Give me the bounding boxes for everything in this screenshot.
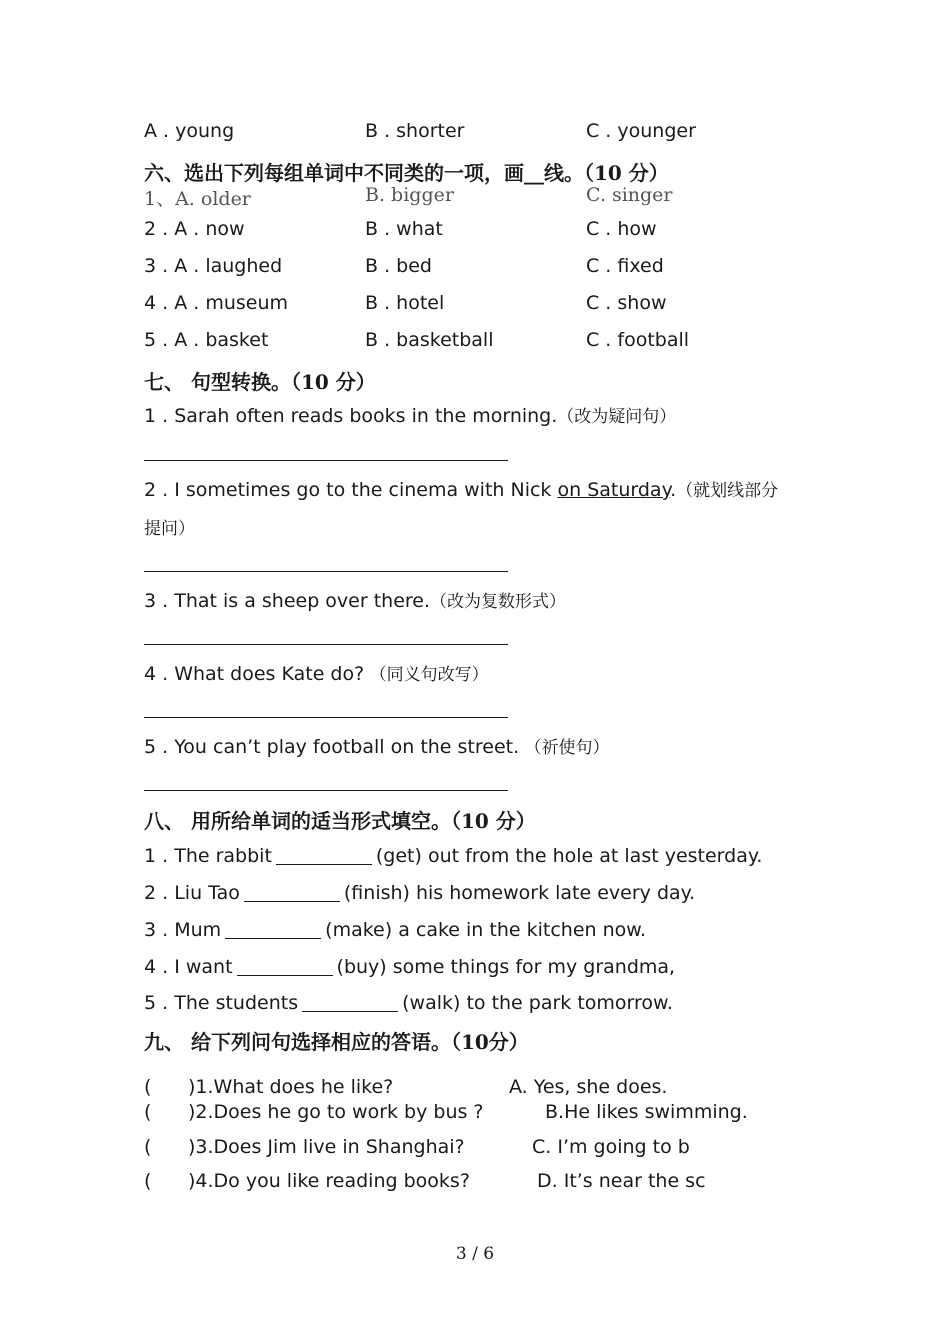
s6-row4-a: 4 . A . museum [144, 292, 289, 314]
s6-row5-b: B . basketball [365, 329, 494, 351]
s8-item-2-post: (finish) his homework late every day. [343, 882, 696, 904]
answer-line-2[interactable] [144, 571, 508, 572]
s6-row3-b: B . bed [365, 255, 432, 277]
s8-blank-3[interactable] [225, 919, 321, 939]
s9-q2-text: )2.Does he go to work by bus ? [188, 1101, 484, 1123]
s7-q3-note: （改为复数形式） [430, 592, 567, 612]
s7-q2-note-cont: 提问） [144, 519, 195, 539]
s8-blank-2[interactable] [244, 882, 340, 902]
s9-q1-text: )1.What does he like? [188, 1076, 394, 1098]
s6-row5-a: 5 . A . basket [144, 329, 269, 351]
s7-q2-underlined: on Saturday [557, 479, 671, 501]
s9-q2-paren[interactable]: ( [144, 1101, 152, 1123]
s8-blank-1[interactable] [276, 845, 372, 865]
s9-a4: D. It’s near the sc [537, 1170, 706, 1192]
s7-q3-text: 3 . That is a sheep over there. [144, 590, 431, 612]
s7-q2-post: . [670, 479, 677, 501]
s7-q5 [144, 733, 610, 758]
page-number: 3 / 6 [455, 1244, 495, 1264]
s7-q2 [144, 476, 778, 501]
s6-row2-c: C . how [586, 218, 657, 240]
s8-item-2 [144, 879, 695, 904]
s6-row1-b: B. bigger [365, 184, 454, 206]
s6-row1-a: 1、A. older [144, 188, 251, 210]
answer-line-3[interactable] [144, 644, 508, 645]
section7-title: 七、 句型转换。（10 分） [144, 370, 376, 394]
answer-line-4[interactable] [144, 717, 508, 718]
s6-row4-c: C . show [586, 292, 667, 314]
s7-q4 [144, 660, 489, 685]
answer-line-1[interactable] [144, 460, 508, 461]
s6-row2-a: 2 . A . now [144, 218, 245, 240]
s7-q1-text: 1 . Sarah often reads books in the morning. [144, 405, 558, 427]
section6-title: 六、选出下列每组单词中不同类的一项，画__线。（10 分） [144, 161, 669, 185]
s7-q2-pre: 2 . I sometimes go to the cinema with Nick [144, 479, 558, 501]
s8-item-5-pre: 5 . The students [144, 992, 299, 1014]
s8-item-1 [144, 842, 762, 867]
s8-item-5-post: (walk) to the park tomorrow. [402, 992, 673, 1014]
section9-title: 九、 给下列问句选择相应的答语。（10分） [144, 1030, 529, 1054]
s7-q4-text: 4 . What does Kate do? [144, 663, 365, 685]
s7-q1 [144, 402, 676, 427]
s8-item-3-pre: 3 . Mum [144, 919, 222, 941]
s6-row3-a: 3 . A . laughed [144, 255, 283, 277]
s6-row3-c: C . fixed [586, 255, 664, 277]
option-b: B . shorter [365, 120, 465, 142]
s7-q2-note: （就划线部分 [676, 481, 779, 501]
s8-item-2-pre: 2 . Liu Tao [144, 882, 240, 904]
s8-item-3-post: (make) a cake in the kitchen now. [325, 919, 647, 941]
s8-blank-5[interactable] [302, 992, 398, 1012]
s7-q3 [144, 587, 566, 612]
s9-q4-text: )4.Do you like reading books? [188, 1170, 470, 1192]
s6-row5-c: C . football [586, 329, 690, 351]
s9-q4-paren[interactable]: ( [144, 1170, 152, 1192]
option-c: C . younger [586, 120, 696, 142]
s9-a2: B.He likes swimming. [545, 1101, 748, 1123]
s7-q4-note: （同义句改写） [364, 665, 489, 685]
s8-blank-4[interactable] [237, 956, 333, 976]
s8-item-1-pre: 1 . The rabbit [144, 845, 272, 867]
s6-row1-c: C. singer [586, 184, 673, 206]
s9-q3-paren[interactable]: ( [144, 1136, 152, 1158]
s9-a3: C. I’m going to b [532, 1136, 690, 1158]
s8-item-3 [144, 916, 646, 941]
s9-q1-paren[interactable]: ( [144, 1076, 152, 1098]
s8-item-4-post: (buy) some things for my grandma, [336, 956, 676, 978]
answer-line-5[interactable] [144, 790, 508, 791]
s7-q1-note: （改为疑问句） [557, 407, 677, 427]
s8-item-1-post: (get) out from the hole at last yesterday. [375, 845, 763, 867]
s9-a1: A. Yes, she does. [509, 1076, 668, 1098]
option-a: A . young [144, 120, 235, 142]
s7-q5-text: 5 . You can’t play football on the street. [144, 736, 520, 758]
s9-q3-text: )3.Does Jim live in Shanghai? [188, 1136, 465, 1158]
s8-item-4 [144, 953, 675, 978]
s8-item-4-pre: 4 . I want [144, 956, 233, 978]
s8-item-5 [144, 989, 673, 1014]
s6-row4-b: B . hotel [365, 292, 445, 314]
section8-title: 八、 用所给单词的适当形式填空。（10 分） [144, 809, 536, 833]
s6-row2-b: B . what [365, 218, 443, 240]
s7-q5-note: （祈使句） [519, 738, 610, 758]
